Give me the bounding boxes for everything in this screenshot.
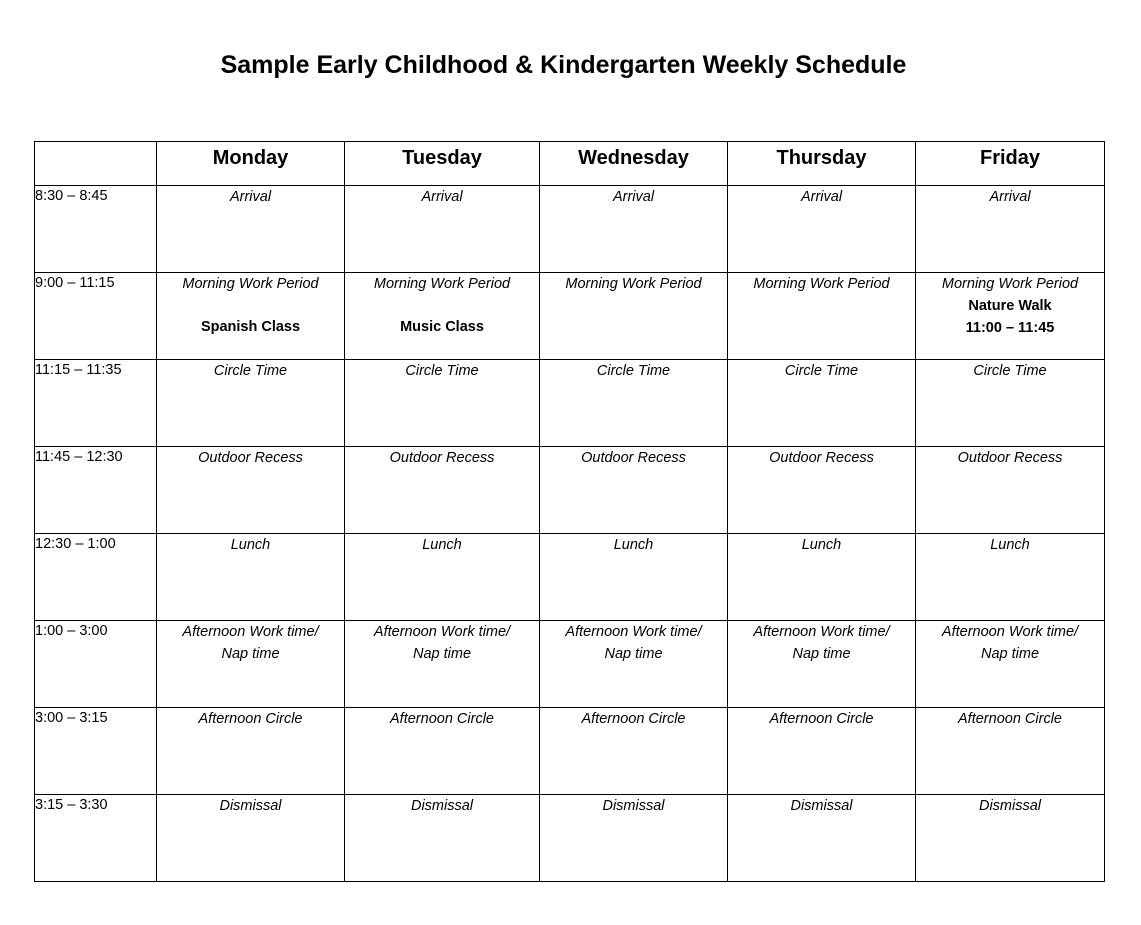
activity-cell bbox=[540, 795, 728, 882]
activity-label: Afternoon Circle bbox=[198, 711, 303, 727]
activity-label: Lunch bbox=[990, 537, 1030, 553]
activity-label-line2: Nap time bbox=[792, 646, 851, 662]
activity-label: Dismissal bbox=[219, 798, 282, 814]
activity-cell bbox=[916, 708, 1105, 795]
activity-cell bbox=[157, 708, 345, 795]
activity-cell bbox=[540, 621, 728, 708]
activity-label: Outdoor Recess bbox=[198, 450, 303, 466]
activity-label: Afternoon Circle bbox=[769, 711, 874, 727]
activity-label: Circle Time bbox=[213, 363, 288, 379]
time-slot: 3:00 – 3:15 bbox=[35, 708, 157, 795]
activity-label: Circle Time bbox=[784, 363, 859, 379]
activity-label: Morning Work Period bbox=[565, 276, 702, 292]
activity-cell bbox=[157, 273, 345, 360]
activity-cell bbox=[540, 360, 728, 447]
header-corner-cell bbox=[35, 142, 157, 186]
table-row bbox=[35, 534, 1105, 621]
activity-cell bbox=[540, 186, 728, 273]
activity-label: Lunch bbox=[613, 537, 654, 553]
special-class-label: Music Class bbox=[400, 319, 484, 335]
table-row bbox=[35, 708, 1105, 795]
activity-label: Outdoor Recess bbox=[581, 450, 686, 466]
activity-cell bbox=[916, 360, 1105, 447]
activity-label: Arrival bbox=[229, 189, 272, 205]
activity-label: Lunch bbox=[801, 537, 842, 553]
activity-cell bbox=[157, 447, 345, 534]
table-row bbox=[35, 795, 1105, 882]
activity-label: Afternoon Work time/ bbox=[941, 624, 1079, 640]
activity-label: Dismissal bbox=[978, 798, 1042, 814]
activity-cell bbox=[728, 795, 916, 882]
activity-label: Outdoor Recess bbox=[389, 450, 495, 466]
activity-label: Afternoon Work time/ bbox=[373, 624, 511, 640]
header-friday: Friday bbox=[916, 142, 1105, 186]
activity-cell bbox=[916, 534, 1105, 621]
activity-cell bbox=[916, 795, 1105, 882]
table-row bbox=[35, 621, 1105, 708]
activity-cell bbox=[916, 273, 1105, 360]
activity-label: Morning Work Period bbox=[753, 276, 890, 292]
activity-cell bbox=[345, 621, 540, 708]
time-slot: 8:30 – 8:45 bbox=[35, 186, 157, 273]
header-wednesday: Wednesday bbox=[540, 142, 728, 186]
activity-cell bbox=[345, 186, 540, 273]
table-row bbox=[35, 273, 1105, 360]
activity-cell bbox=[345, 534, 540, 621]
activity-label: Outdoor Recess bbox=[957, 450, 1063, 466]
activity-cell bbox=[345, 273, 540, 360]
activity-cell bbox=[728, 360, 916, 447]
activity-cell bbox=[540, 534, 728, 621]
activity-label: Arrival bbox=[989, 189, 1031, 205]
time-slot: 11:45 – 12:30 bbox=[35, 447, 157, 534]
activity-cell bbox=[916, 447, 1105, 534]
activity-cell bbox=[728, 708, 916, 795]
time-slot: 1:00 – 3:00 bbox=[35, 621, 157, 708]
activity-label: Afternoon Circle bbox=[390, 711, 494, 727]
activity-cell bbox=[345, 708, 540, 795]
activity-cell bbox=[345, 795, 540, 882]
activity-label: Afternoon Circle bbox=[958, 711, 1062, 727]
table-row bbox=[35, 186, 1105, 273]
table-row bbox=[35, 447, 1105, 534]
activity-label: Morning Work Period bbox=[941, 276, 1079, 292]
activity-label: Dismissal bbox=[602, 798, 665, 814]
activity-label: Arrival bbox=[800, 189, 843, 205]
time-slot: 12:30 – 1:00 bbox=[35, 534, 157, 621]
activity-label: Outdoor Recess bbox=[769, 450, 874, 466]
page-title: Sample Early Childhood & Kindergarten Weekly Schedule bbox=[220, 51, 907, 79]
table-row bbox=[35, 360, 1105, 447]
activity-cell bbox=[540, 447, 728, 534]
header-monday: Monday bbox=[157, 142, 345, 186]
activity-cell bbox=[157, 795, 345, 882]
activity-cell bbox=[916, 186, 1105, 273]
activity-label: Circle Time bbox=[405, 363, 479, 379]
activity-label: Lunch bbox=[230, 537, 271, 553]
activity-cell bbox=[728, 186, 916, 273]
activity-cell bbox=[157, 360, 345, 447]
special-class-label: Spanish Class bbox=[200, 319, 301, 335]
spacer bbox=[345, 295, 539, 316]
activity-cell bbox=[157, 534, 345, 621]
activity-cell bbox=[728, 534, 916, 621]
activity-cell bbox=[540, 273, 728, 360]
activity-cell bbox=[728, 621, 916, 708]
activity-label: Dismissal bbox=[790, 798, 853, 814]
schedule-table bbox=[34, 141, 1105, 882]
activity-label-line2: Nap time bbox=[604, 646, 663, 662]
activity-cell bbox=[728, 273, 916, 360]
activity-label: Afternoon Work time/ bbox=[753, 624, 890, 640]
activity-label: Arrival bbox=[612, 189, 655, 205]
activity-label-line2: Nap time bbox=[221, 646, 280, 662]
activity-label: Circle Time bbox=[596, 363, 671, 379]
activity-label-line2: Nap time bbox=[412, 646, 472, 662]
activity-label-line2: Nap time bbox=[980, 646, 1040, 662]
activity-cell bbox=[157, 186, 345, 273]
activity-cell bbox=[157, 621, 345, 708]
special-event-label: Nature Walk bbox=[968, 298, 1052, 314]
activity-label: Afternoon Work time/ bbox=[182, 624, 319, 640]
activity-cell bbox=[728, 447, 916, 534]
activity-label: Morning Work Period bbox=[373, 276, 511, 292]
special-event-time: 11:00 – 11:45 bbox=[965, 320, 1055, 336]
time-slot: 9:00 – 11:15 bbox=[35, 273, 157, 360]
activity-label: Morning Work Period bbox=[182, 276, 319, 292]
header-thursday: Thursday bbox=[728, 142, 916, 186]
activity-cell bbox=[916, 621, 1105, 708]
activity-cell bbox=[540, 708, 728, 795]
activity-label: Lunch bbox=[422, 537, 462, 553]
activity-label: Arrival bbox=[421, 189, 463, 205]
time-slot: 3:15 – 3:30 bbox=[35, 795, 157, 882]
activity-label: Circle Time bbox=[973, 363, 1047, 379]
header-row bbox=[35, 142, 1105, 186]
activity-cell bbox=[345, 360, 540, 447]
activity-cell bbox=[345, 447, 540, 534]
time-slot: 11:15 – 11:35 bbox=[35, 360, 157, 447]
spacer bbox=[157, 295, 344, 316]
activity-label: Dismissal bbox=[410, 798, 474, 814]
activity-label: Afternoon Circle bbox=[581, 711, 686, 727]
activity-label: Afternoon Work time/ bbox=[565, 624, 702, 640]
header-tuesday: Tuesday bbox=[345, 142, 540, 186]
